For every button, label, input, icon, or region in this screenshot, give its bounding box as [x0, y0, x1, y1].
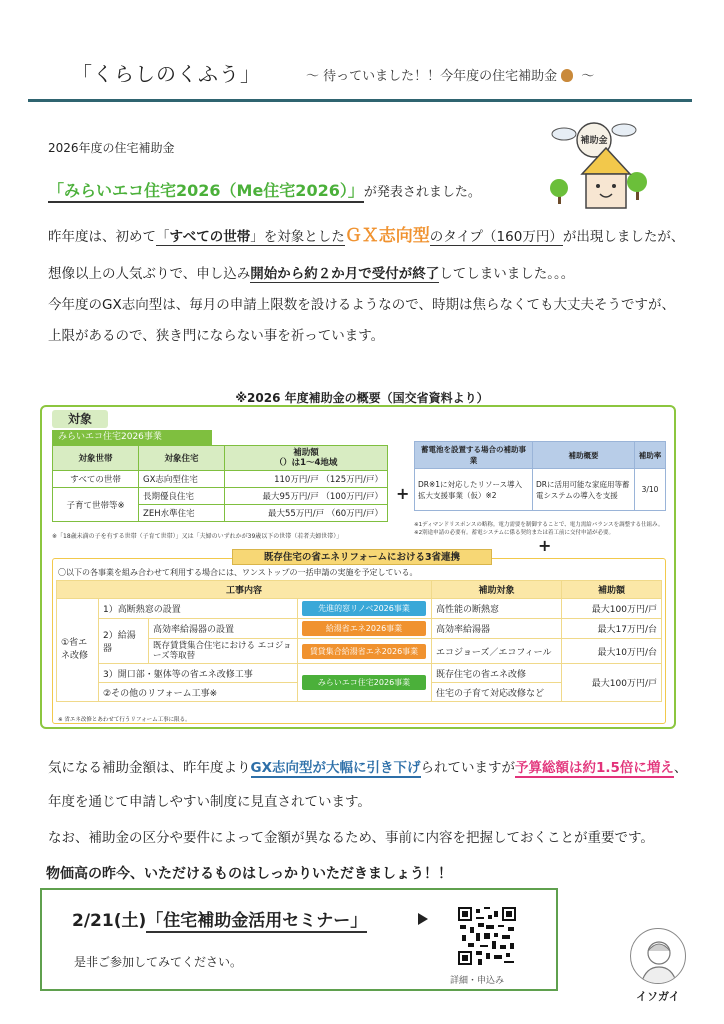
p2-text-c: してしまいました。。。	[439, 266, 575, 282]
renovation-footnote: ※ 省エネ改修とあわせて行うリフォーム工事に限る。	[58, 717, 191, 723]
person-icon	[631, 929, 686, 984]
p5-text-a: 気になる補助金額は、昨年度より	[48, 760, 251, 776]
program-chip: 給湯省エネ2026事業	[302, 621, 426, 636]
table-cell: 高効率給湯器	[432, 619, 562, 639]
header-tagline	[306, 65, 594, 84]
tagline-text: 〜 待っていました！！今年度の住宅補助金	[306, 69, 558, 84]
paragraph-2	[48, 262, 574, 282]
paragraph-3: 今年度のGX志向型は、毎月の申請上限数を設けるようなので、時期は焦らなくても大丈夫そうですが、	[48, 297, 675, 313]
tagline-end: 〜	[577, 69, 595, 84]
table1-note: ※「18歳未満の子を有する世帯（子育て世帯）」又は「夫婦のいずれかが39歳以下の世帯（若者夫婦世帯）」	[52, 533, 343, 540]
paragraph-5	[48, 756, 687, 776]
p1-text-a: 昨年度は、初めて	[48, 229, 156, 245]
p2-text-a: 想像以上の人気ぶりで、申し込み	[48, 266, 251, 282]
gx-reduced-highlight: GX志向型が大幅に引き下げ	[250, 760, 421, 776]
program-chip: みらいエコ住宅2026事業	[302, 675, 426, 690]
table-cell: 110万円/戸 （125万円/戸）	[225, 471, 388, 488]
qr-code-icon[interactable]	[458, 907, 516, 965]
table-cell: 最大95万円/戸 （100万円/戸）	[225, 488, 388, 505]
col-house-type: 対象住宅	[139, 446, 225, 471]
table-cell: 1）高断熱窓の設置	[99, 599, 298, 619]
p1-all-households: すべての世帯	[169, 229, 251, 245]
qr-caption: 詳細・申込み	[450, 976, 505, 986]
brand-title: 「くらしのくふう」	[72, 62, 261, 86]
plus-sign: +	[396, 484, 410, 503]
table-cell: 3）開口部・躯体等の省エネ改修工事	[99, 664, 298, 683]
paragraph-6: 年度を通じて申請しやすい制度に見直されています。	[48, 794, 371, 810]
program-chip: 賃貸集合給湯省エネ2026事業	[302, 644, 426, 659]
p5-text-c: られていますが	[420, 760, 515, 776]
battery-subsidy-table	[414, 441, 666, 511]
table-cell: エコジョーズ／エコフィール	[432, 639, 562, 664]
table-cell: 最大100万円/戸	[562, 599, 662, 619]
col-amount-3: 補助額	[562, 581, 662, 599]
col-household: 対象世帯	[53, 446, 139, 471]
header-divider	[28, 99, 692, 102]
p1-underline	[156, 229, 345, 246]
paragraph-1	[48, 221, 684, 246]
mascot-badge: 補助金	[580, 136, 608, 146]
table-cell: GX志向型住宅	[139, 471, 225, 488]
closing-line: 物価高の昨今、いただけるものはしっかりいただきましょう！！	[46, 866, 452, 882]
col-rate: 補助率	[635, 442, 666, 469]
table-cell: 最大100万円/戸	[562, 664, 662, 702]
col-amount: 補助額 （）は1〜4地域	[225, 446, 388, 471]
headline	[48, 178, 481, 201]
p1-type-amount: のタイプ（160万円）	[429, 229, 563, 245]
col-target: 補助対象	[432, 581, 562, 599]
table-cell: 住宅の子育て対応改修など	[432, 683, 562, 702]
avatar	[630, 928, 686, 984]
table-cell: ②その他のリフォーム工事※	[99, 683, 298, 702]
table-cell: 高効率給湯器の設置	[149, 619, 298, 639]
renovation-heading: 既存住宅の省エネリフォームにおける3省連携	[232, 549, 492, 565]
house-mascot-icon	[548, 112, 672, 216]
table-cell: 既存賃貸集合住宅における エコジョーズ等取替	[149, 639, 298, 664]
seminar-date: 2/21(土)	[72, 911, 147, 931]
program-name: 「みらいエコ住宅2026（Me住宅2026）」	[48, 181, 364, 203]
budget-increase-highlight: 予算総額は約1.5倍に増え	[515, 760, 674, 776]
play-arrow-icon	[418, 913, 428, 925]
seminar-invitation: 是非ご参加してみてください。	[74, 955, 243, 969]
col-work: 工事内容	[57, 581, 432, 599]
col-program: 蓄電池を設置する場合の補助事業	[415, 442, 533, 469]
figure-title: ※2026 年度補助金の概要（国交省資料より）	[235, 391, 489, 405]
plus-sign-2: +	[538, 536, 552, 555]
p1-bracket-open: 「	[156, 229, 170, 245]
table-cell: 最大17万円/台	[562, 619, 662, 639]
table-cell: ZEH水準住宅	[139, 505, 225, 522]
gx-type-label: ＧＸ志向型	[344, 226, 430, 246]
program-chip: 先進的窓リノベ2026事業	[302, 601, 426, 616]
table2-note: ※1ディマンドリスポンスの略称。電力需要を制御することで、電力需給バランスを調整する仕組み。 ※2別途申請の必要有。蓄電システムに係る契約または着工前に交付申請が必要。	[414, 522, 664, 536]
table-cell: 最大10万円/台	[562, 639, 662, 664]
table-cell: 高性能の断熱窓	[432, 599, 562, 619]
table-cell: 既存住宅の省エネ改修	[432, 664, 562, 683]
paragraph-7: なお、補助金の区分や要件によって金額が異なるため、事前に内容を把握しておくことが重要です。	[48, 830, 654, 846]
p1-text-g: が出現しましたが、	[562, 229, 685, 245]
reno-group-label: ①省エネ改修	[57, 599, 99, 702]
table-cell: 子育て世帯等※	[53, 488, 139, 522]
headline-rest: が発表されました。	[363, 185, 481, 200]
col-summary: 補助概要	[533, 442, 635, 469]
table-cell: すべての世帯	[53, 471, 139, 488]
renovation-table	[56, 580, 662, 702]
paragraph-4: 上限があるので、狭き門にならない事を祈っています。	[48, 328, 385, 344]
new-home-subsidy-table	[52, 445, 388, 522]
seminar-name: 「住宅補助金活用セミナー」	[146, 911, 368, 931]
table-cell: 最大55万円/戸 （60万円/戸）	[225, 505, 388, 522]
renovation-note: 〇以下の各事業を組み合わせて利用する場合には、ワンストップの一括申請の実施を予定している。	[58, 568, 418, 577]
table-cell: 長期優良住宅	[139, 488, 225, 505]
author-name: イソガイ	[636, 990, 680, 1003]
table-cell: DRに活用可能な家庭用等蓄電システムの導入を支援	[533, 469, 635, 511]
p2-highlight: 開始から約２か月で受付が終了	[250, 266, 440, 282]
seminar-title	[72, 906, 367, 931]
table-cell: DR※1に対応したリソース導入拡大支援事業（仮）※2	[415, 469, 533, 511]
section-label: 2026年度の住宅補助金	[48, 141, 175, 155]
money-bag-icon	[561, 69, 573, 82]
table-cell: 2）給湯器	[99, 619, 149, 664]
target-label: 対象	[52, 410, 108, 428]
table-cell: 3/10	[635, 469, 666, 511]
p5-text-e: 、	[673, 760, 688, 776]
p1-text-d: 」を対象とした	[250, 229, 345, 245]
table1-heading: みらいエコ住宅2026事業	[52, 430, 212, 445]
